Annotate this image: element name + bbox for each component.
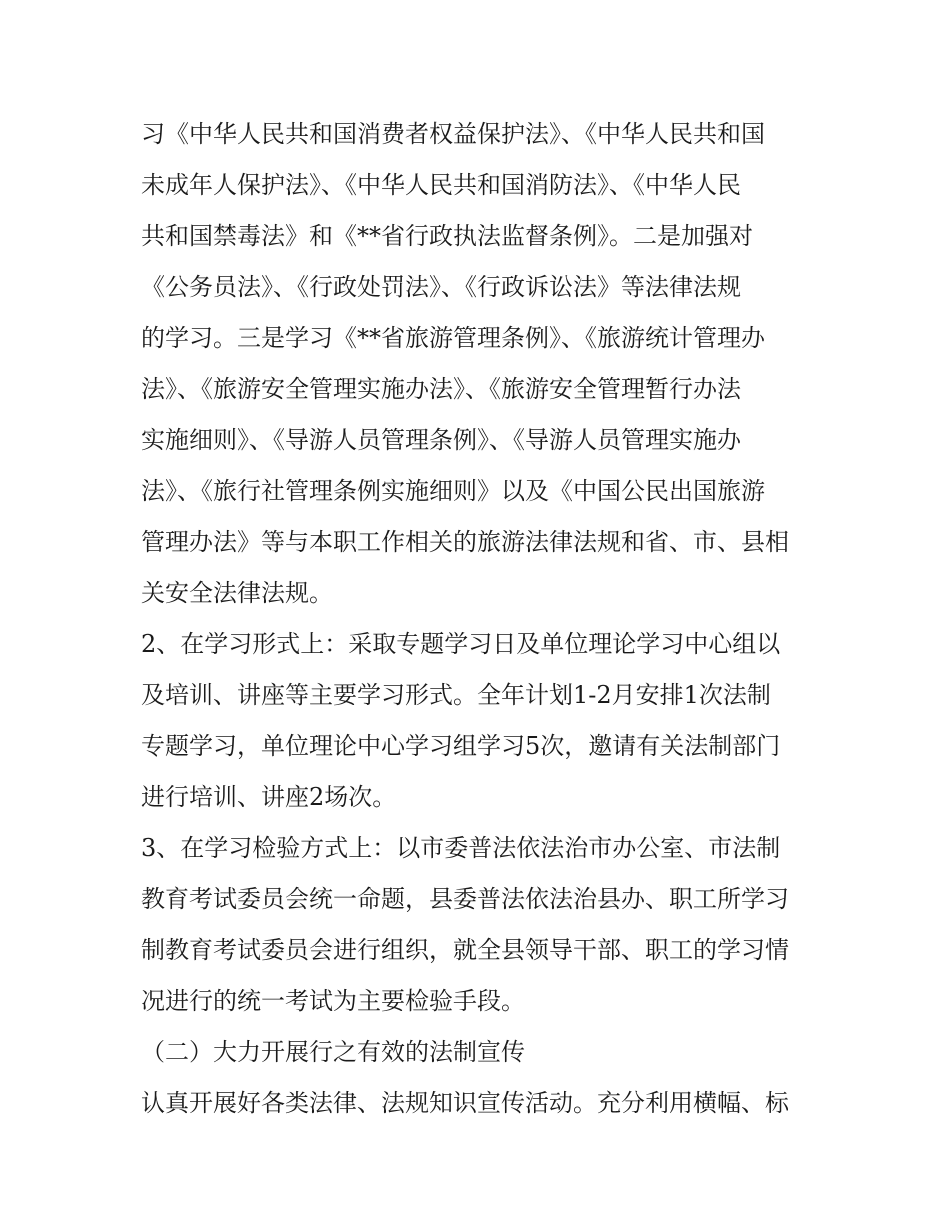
text-line: 共和国禁毒法》和《**省行政执法监督条例》。二是加强对: [141, 222, 753, 250]
text-line: 法》、《旅游安全管理实施办法》、《旅游安全管理暂行办法: [141, 375, 741, 403]
text-line: 进行培训、讲座2场次。: [141, 783, 397, 811]
text-line: 关安全法律法规。: [141, 579, 333, 607]
text-line: 专题学习，单位理论中心学习组学习5次，邀请有关法制部门: [141, 732, 781, 760]
text-line: 《公务员法》、《行政处罚法》、《行政诉讼法》等法律法规: [141, 273, 741, 301]
text-line: 实施细则》、《导游人员管理条例》、《导游人员管理实施办: [141, 426, 741, 454]
text-line: 管理办法》等与本职工作相关的旅游法律法规和省、市、县相: [141, 528, 789, 556]
text-line: 认真开展好各类法律、法规知识宣传活动。充分利用横幅、标: [141, 1089, 789, 1117]
document-body: [141, 109, 821, 1129]
text-line: 未成年人保护法》、《中华人民共和国消防法》、《中华人民: [141, 171, 741, 199]
text-line: 法》、《旅行社管理条例实施细则》以及《中国公民出国旅游: [141, 477, 765, 505]
text-line: 制教育考试委员会进行组织，就全县领导干部、职工的学习情: [141, 936, 789, 964]
text-line: 2、在学习形式上：采取专题学习日及单位理论学习中心组以: [141, 630, 781, 658]
text-line: 3、在学习检验方式上：以市委普法依法治市办公室、市法制: [141, 834, 781, 862]
text-line: 况进行的统一考试为主要检验手段。: [141, 987, 525, 1015]
text-line: 习《中华人民共和国消费者权益保护法》、《中华人民共和国: [141, 120, 765, 148]
text-line: 及培训、讲座等主要学习形式。全年计划1-2月安排1次法制: [141, 681, 771, 709]
section-heading: （二）大力开展行之有效的法制宣传: [141, 1038, 525, 1066]
text-line: 的学习。三是学习《**省旅游管理条例》、《旅游统计管理办: [141, 324, 765, 352]
text-line: 教育考试委员会统一命题，县委普法依法治县办、职工所学习: [141, 885, 789, 913]
